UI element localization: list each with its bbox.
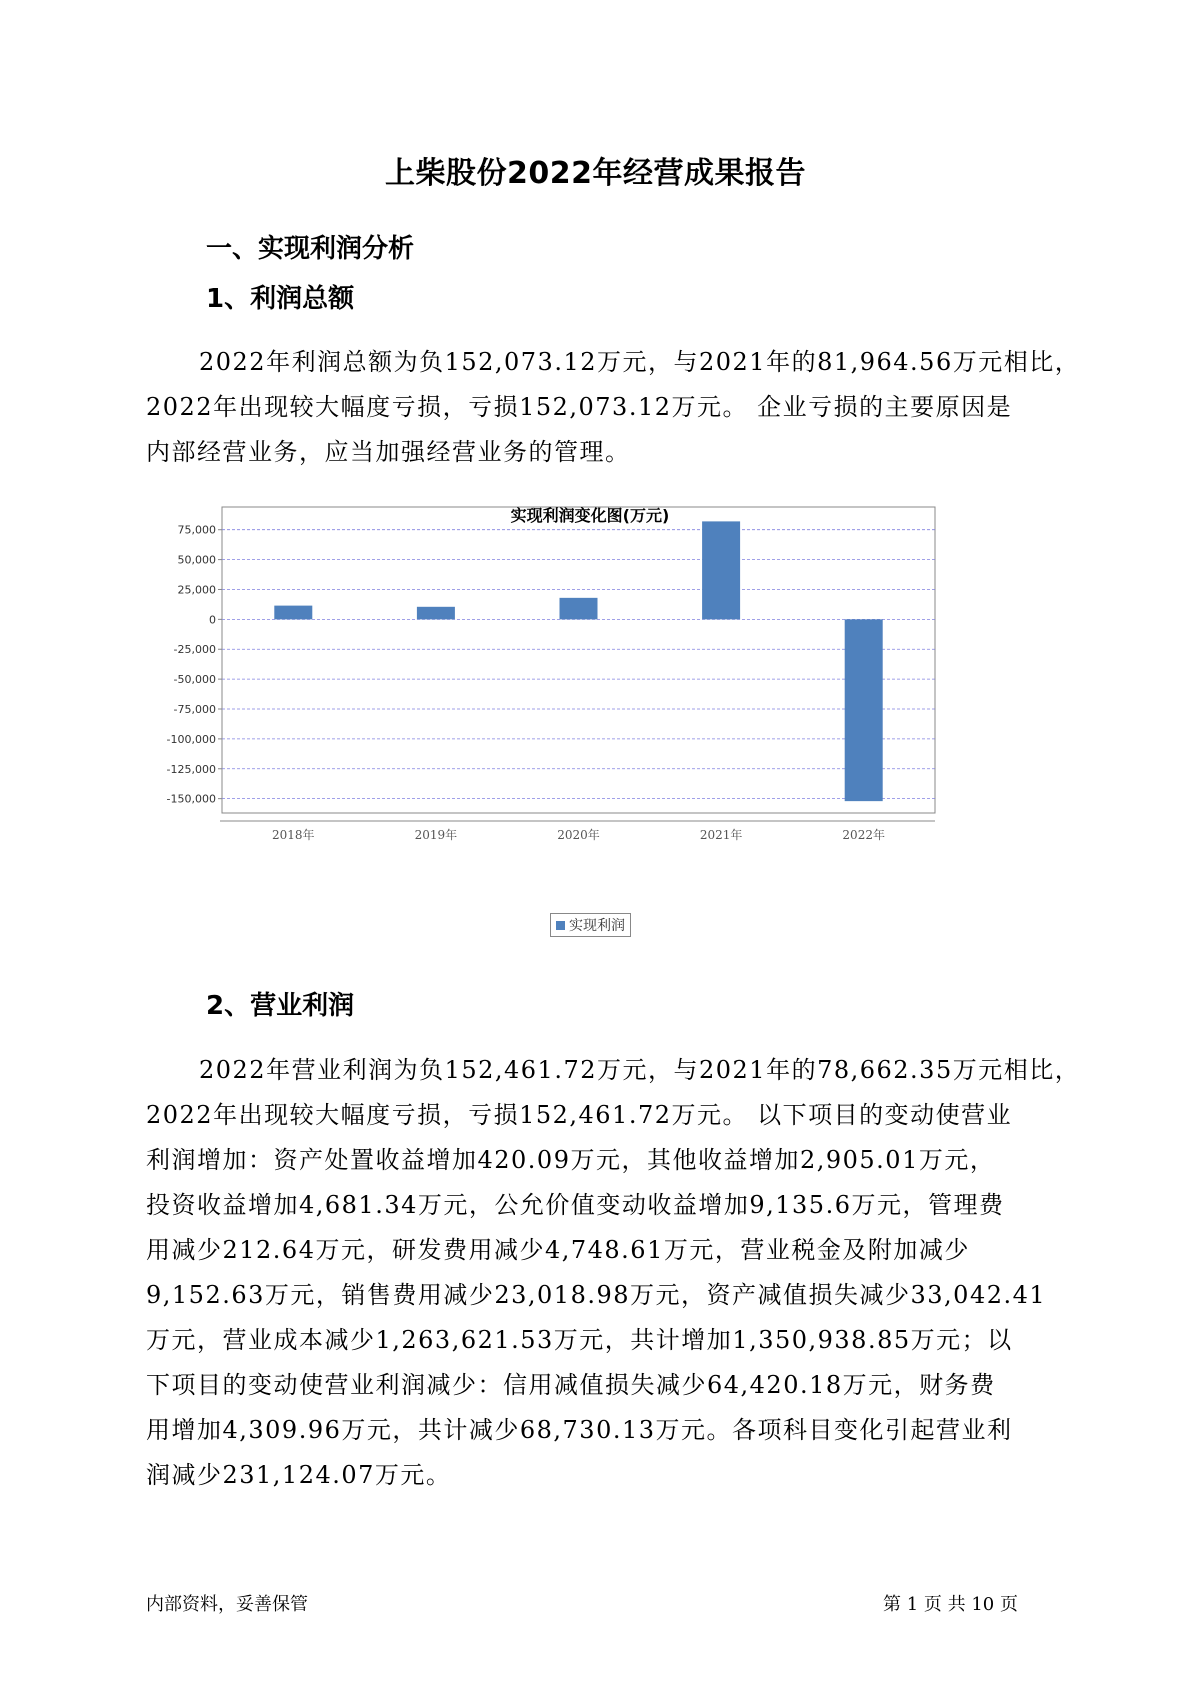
chart-bar: [417, 607, 455, 620]
paragraph-line: 2022年营业利润为负152,461.72万元，与2021年的78,662.35万元相比，: [199, 1056, 1081, 1084]
paragraph-line: 9,152.63万元，销售费用减少23,018.98万元，资产减值损失减少33,042.41: [146, 1281, 1047, 1309]
profit-chart-svg: [150, 495, 1030, 965]
y-tick-label: 75,000: [177, 523, 216, 537]
paragraph-line: 2022年利润总额为负152,073.12万元，与2021年的81,964.56万元相比，: [199, 348, 1081, 376]
paragraph-line: 内部经营业务，应当加强经营业务的管理。: [146, 438, 631, 466]
paragraph-line: 润减少231,124.07万元。: [146, 1461, 452, 1489]
paragraph-line: 2022年出现较大幅度亏损，亏损152,461.72万元。 以下项目的变动使营业: [146, 1101, 1013, 1129]
paragraph-line: 用减少212.64万元，研发费用减少4,748.61万元，营业税金及附加减少: [146, 1236, 970, 1264]
y-tick-label: -50,000: [173, 673, 216, 687]
chart-bar: [274, 606, 312, 620]
chart-legend: [550, 913, 631, 937]
y-tick-label: -125,000: [166, 762, 216, 776]
paragraph-operating-profit: [146, 1048, 1081, 1498]
subsection-heading-operating-profit: 2、营业利润: [206, 991, 355, 1021]
chart-bar: [845, 619, 883, 801]
y-tick-label: -75,000: [173, 703, 216, 717]
paragraph-profit-total: [146, 340, 1081, 475]
y-tick-label: -25,000: [173, 643, 216, 657]
y-tick-label: -100,000: [166, 732, 216, 746]
footer-confidential-note: 内部资料，妥善保管: [146, 1594, 308, 1615]
x-tick-label: 2019年: [414, 828, 458, 842]
paragraph-line: 2022年出现较大幅度亏损，亏损152,073.12万元。 企业亏损的主要原因是: [146, 393, 1013, 421]
footer-page-number: 第 1 页 共 10 页: [883, 1594, 1018, 1615]
section-heading: 一、实现利润分析: [206, 234, 415, 264]
x-tick-label: 2021年: [699, 828, 743, 842]
legend-label: 实现利润: [569, 918, 625, 934]
x-tick-label: 2018年: [272, 828, 315, 842]
paragraph-line: 万元，营业成本减少1,263,621.53万元，共计增加1,350,938.85万元；以: [146, 1326, 1013, 1354]
paragraph-line: 用增加4,309.96万元，共计减少68,730.13万元。各项科目变化引起营业利: [146, 1416, 1013, 1444]
legend-swatch: [556, 921, 565, 930]
paragraph-line: 下项目的变动使营业利润减少：信用减值损失减少64,420.18万元，财务费: [146, 1371, 996, 1399]
subsection-heading-profit-total: 1、利润总额: [206, 284, 355, 314]
y-tick-label: 0: [209, 613, 216, 627]
plot-area: [222, 507, 935, 813]
chart-bar: [702, 521, 740, 619]
chart-bar: [560, 598, 598, 620]
profit-chart: [150, 495, 1030, 965]
x-tick-label: 2022年: [842, 828, 885, 842]
paragraph-line: 投资收益增加4,681.34万元，公允价值变动收益增加9,135.6万元，管理费: [146, 1191, 1005, 1219]
x-tick-label: 2020年: [557, 828, 600, 842]
paragraph-line: 利润增加：资产处置收益增加420.09万元，其他收益增加2,905.01万元，: [146, 1146, 996, 1174]
chart-title: 实现利润变化图(万元): [510, 506, 670, 525]
y-tick-label: 50,000: [177, 553, 216, 567]
y-tick-label: -150,000: [166, 792, 216, 806]
page-title: 上柴股份2022年经营成果报告: [385, 156, 806, 191]
y-tick-label: 25,000: [177, 583, 216, 597]
